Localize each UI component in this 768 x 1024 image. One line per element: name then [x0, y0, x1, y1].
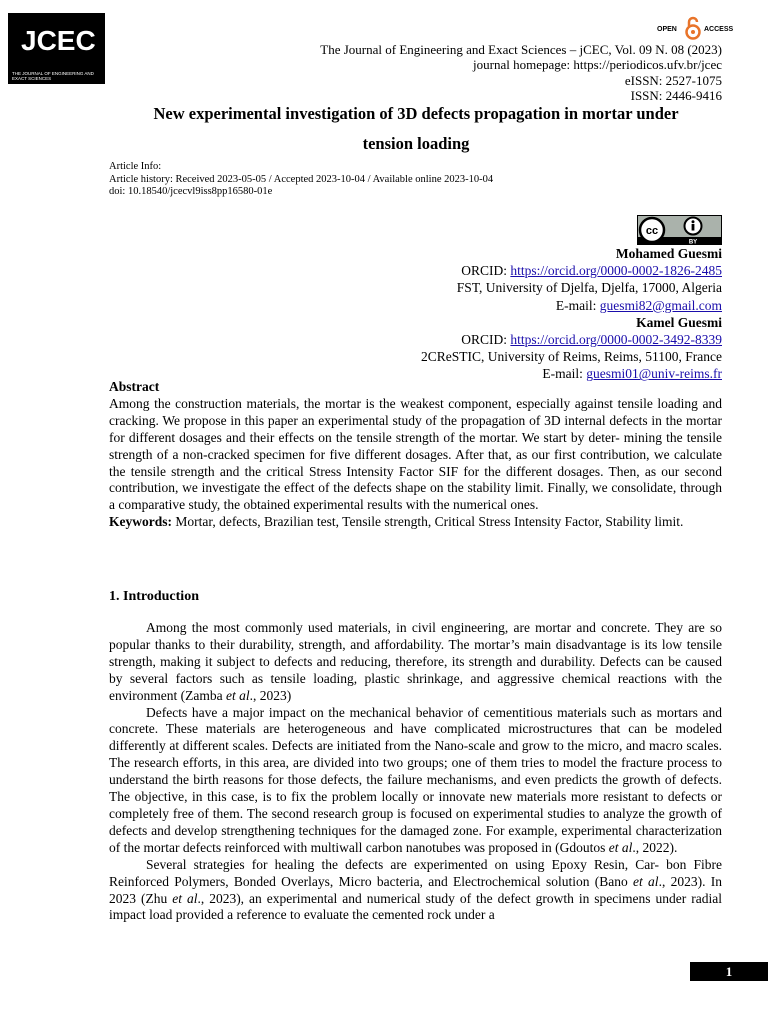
cc-by-license-icon[interactable] [637, 215, 722, 245]
logo-subtitle: THE JOURNAL OF ENGINEERING AND EXACT SCIENCES [12, 71, 94, 81]
orcid-link[interactable]: https://orcid.org/0000-0002-1826-2485 [510, 263, 722, 279]
author-affiliation: 2CReSTIC, University of Reims, Reims, 51100, France [421, 349, 722, 365]
intro-p1-text: Among the most commonly used materials, in civil engineering, are mortar and concrete. They are so popular thanks to their durability, strength, and affordability. The mortar’s main disadvantage is its low tensile strength, making it subject to defects and reducing, therefore, its strength and durability. Defects can be caused by several factors such as tensile loading, plastic shrinkage, and aggressive chemical reactions with the environment (Zamba [109, 620, 722, 703]
introduction-body [109, 620, 722, 924]
abstract-heading: Abstract [109, 379, 160, 394]
journal-issn: ISSN: 2446-9416 [630, 87, 722, 103]
article-doi[interactable]: doi: 10.18540/jcecvl9iss8pp16580-01e [109, 186, 273, 197]
et-al: et al [633, 873, 659, 889]
email-link[interactable]: guesmi01@univ-reims.fr [586, 366, 722, 382]
orcid-label: ORCID: [461, 263, 511, 279]
keywords [109, 514, 722, 531]
author-orcid [421, 262, 722, 279]
orcid-label: ORCID: [461, 332, 511, 348]
article-info-label: Article Info: [109, 161, 162, 172]
author-name: Kamel Guesmi [636, 314, 722, 330]
author-email [421, 297, 722, 314]
intro-p2-text: Defects have a major impact on the mechanical behavior of cementitious materials such as mortars and concrete. These materials are heterogeneous and have complicated microstructures that can be modeled differently at different scales. Defects are initiated from the Nano-scale and grow to the micro, and macro scales. The research efforts, in this area, are divided into two groups; one of them tries to model the fracture process to understand the birth reasons for those defects, the failure mechanisms, and even predicts the growth of defects. The objective, in this case, is to fix the problem locally or innovate new materials more resistant to defects or completely free of them. The second research group is focused on experimental studies to analyze the growth of defects and develop strengthening techniques for the damaged zone. For example, experimental characterization of the mortar defects reinforced with multiwall carbon nanotubes was proposed in (Gdoutos [109, 704, 722, 855]
email-label: E-mail: [542, 366, 587, 382]
intro-paragraph [109, 705, 722, 857]
intro-p3-text: Several strategies for healing the defects are experimented on using Epoxy Resin, Car- bon Fibre Reinforced Polymers, Bonded Overlays, Micro bacteria, and Electrochemical solution (Bano [109, 856, 722, 889]
et-al: et al [608, 839, 633, 855]
paper-title-line2: tension loading [362, 134, 470, 153]
intro-p3-text: ., 2023), an experimental and numerical study of the defect growth in specimens under radial impact load provided a reference to evaluate the cemented rock under a [109, 890, 722, 923]
paper-title-line1: New experimental investigation of 3D defects propagation in mortar under [153, 104, 679, 123]
open-access-word2: ACCESS [704, 26, 734, 33]
abstract-text: Among the construction materials, the mortar is the weakest component, especially against tensile loading and cracking. We propose in this paper an experimental study of the propagation of 3D internal defects in the mortar for different dosages and their effects on the tensile strength of the mortar. We start by deter- mining the tensile strength of a non-cracked specimen for five different dosages. After that, as our first contribution, we calculate the tensile strength and the critical Stress Intensity Factor SIF for the different dosages. Then, as our second contribution, we investigate the effect of the defects shape on the stability limit. Finally, we consolidate, through a comparative study, the obtained experimental results with the numerical ones. [109, 395, 722, 513]
article-info [109, 161, 493, 199]
article-history: Article history: Received 2023-05-05 / Accepted 2023-10-04 / Available online 2023-10-04 [109, 173, 494, 185]
orcid-link[interactable]: https://orcid.org/0000-0002-3492-8339 [510, 332, 722, 348]
section-heading-introduction: 1. Introduction [109, 589, 199, 604]
authors-block [421, 245, 722, 383]
intro-paragraph [109, 857, 722, 925]
intro-p2-end: ., 2022). [632, 839, 678, 855]
open-access-word1: OPEN [657, 26, 677, 33]
logo-text: JCEC [21, 25, 96, 56]
intro-p3-text: ., 2023). In 2023 (Zhu [109, 873, 722, 906]
keywords-text: Mortar, defects, Brazilian test, Tensile strength, Critical Stress Intensity Factor, Stability limit. [172, 514, 684, 530]
intro-paragraph [109, 620, 722, 705]
cc-by-text: BY [688, 239, 698, 245]
keywords-label: Keywords: [109, 514, 172, 530]
open-access-lock-icon [684, 16, 702, 40]
email-link[interactable]: guesmi82@gmail.com [599, 297, 722, 313]
email-label: E-mail: [555, 297, 600, 313]
cc-symbol-text: cc [645, 225, 659, 237]
intro-p1-end: ., 2023) [249, 687, 292, 703]
journal-logo [8, 13, 105, 84]
abstract-section [109, 379, 722, 531]
author-orcid [421, 331, 722, 348]
journal-eissn: eISSN: 2527-1075 [624, 72, 722, 88]
author-name: Mohamed Guesmi [615, 246, 722, 261]
page-number: 1 [690, 962, 768, 981]
et-al: et al [172, 890, 198, 906]
author-affiliation: FST, University of Djelfa, Djelfa, 17000, Algeria [456, 280, 722, 296]
journal-citation: The Journal of Engineering and Exact Sciences – jCEC, Vol. 09 N. 08 (2023) [320, 42, 722, 57]
journal-info [320, 42, 722, 103]
journal-homepage[interactable]: journal homepage: https://periodicos.ufv.br/jcec [473, 57, 722, 73]
et-al: et al [225, 687, 250, 703]
